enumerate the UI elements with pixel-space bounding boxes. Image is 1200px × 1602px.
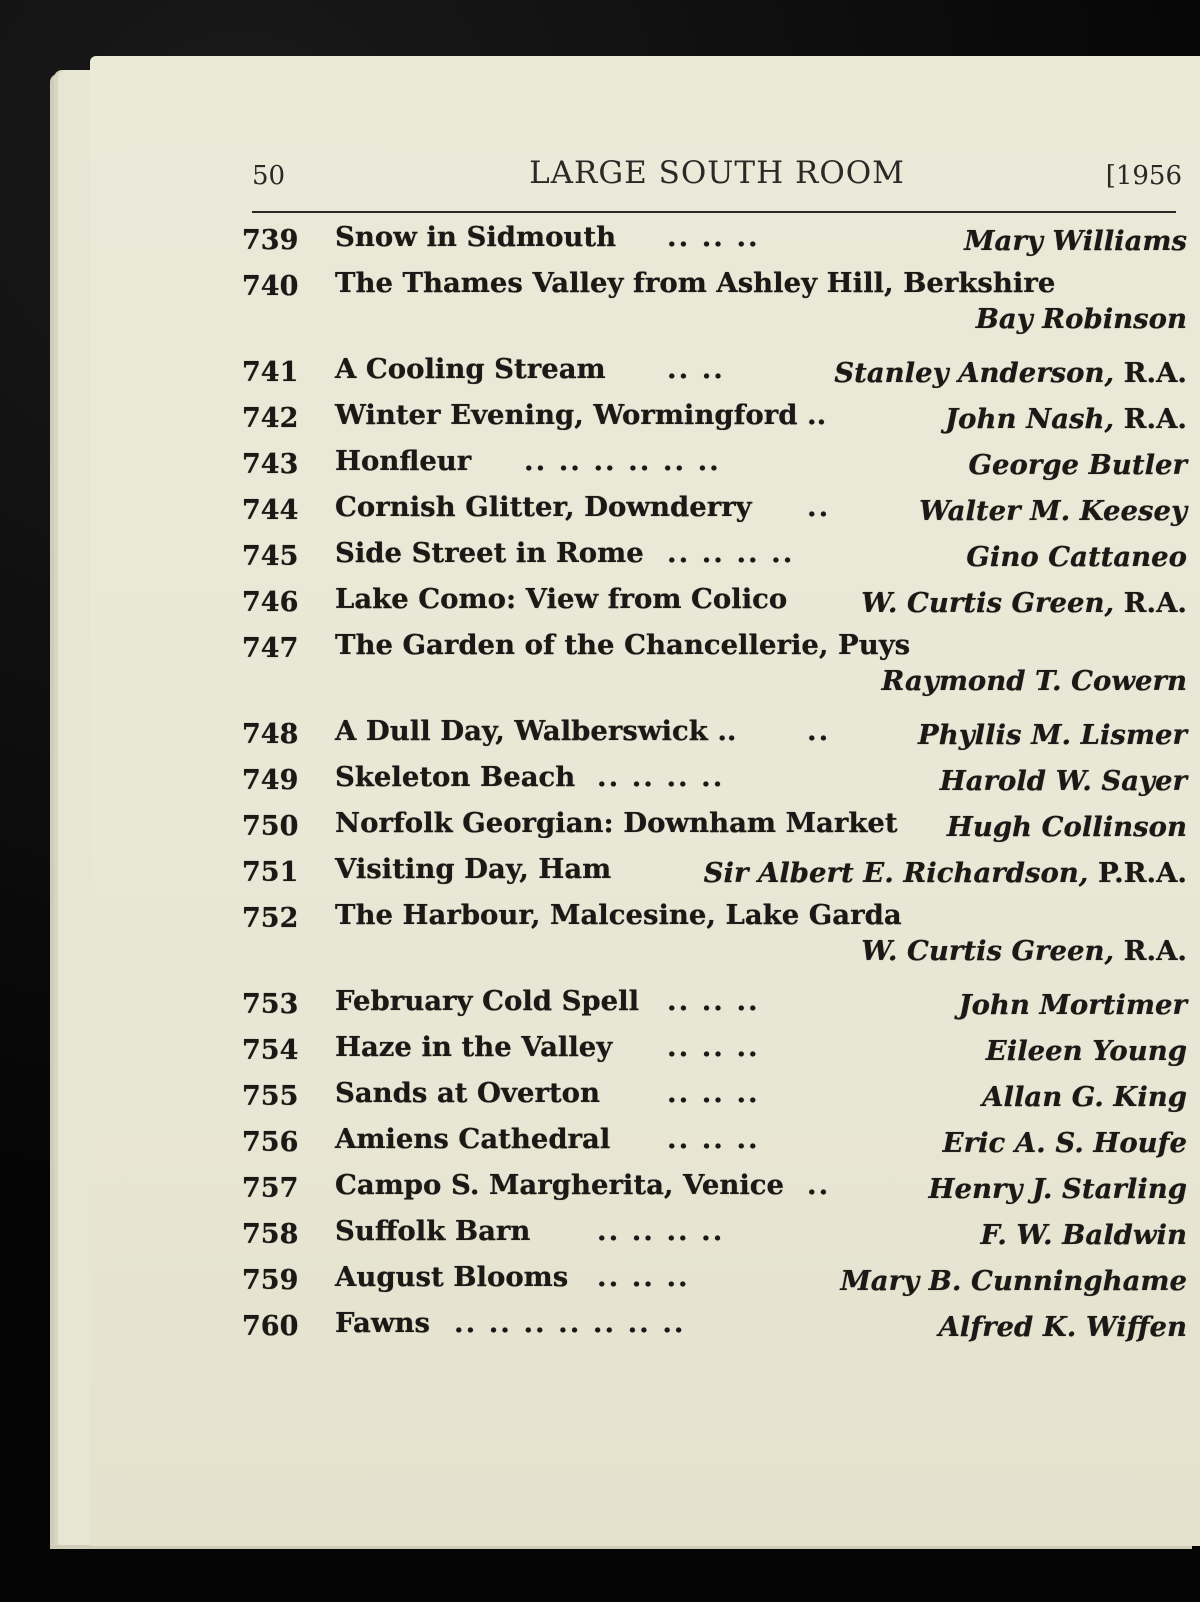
- entry-title: A Cooling Stream: [335, 353, 606, 385]
- entry-title: The Harbour, Malcesine, Lake Garda: [335, 899, 902, 931]
- entry-number: 747: [242, 633, 299, 664]
- catalogue-entry: [242, 853, 1187, 889]
- entry-artist: [919, 496, 1187, 526]
- entry-title: Snow in Sidmouth: [335, 221, 617, 253]
- entry-artist: [918, 720, 1187, 750]
- catalogue-entry: [242, 445, 1187, 481]
- entry-artist: [940, 766, 1187, 796]
- entry-number: 741: [242, 357, 299, 388]
- catalogue-entry: [242, 1169, 1187, 1205]
- entry-artist: [976, 304, 1187, 334]
- leader-dots: .. .. .. .. .. .. ..: [454, 1307, 686, 1339]
- entry-title: Visiting Day, Ham: [335, 853, 612, 885]
- entry-artist: [982, 1082, 1187, 1112]
- entry-artist: [947, 812, 1187, 842]
- catalogue-entry: [242, 1261, 1187, 1297]
- entry-title: Winter Evening, Wormingford ..: [335, 399, 827, 431]
- entry-number: 751: [242, 857, 299, 888]
- leader-dots: .. .. .. ..: [597, 1215, 725, 1247]
- artist-name: Eric A. S. Houfe: [942, 1127, 1187, 1159]
- entry-title: Haze in the Valley: [335, 1031, 613, 1063]
- leader-dots: .. .. ..: [667, 221, 760, 253]
- catalogue-entry: [242, 630, 1187, 700]
- catalogue-entry: [242, 1123, 1187, 1159]
- entry-title: The Garden of the Chancellerie, Puys: [335, 629, 911, 661]
- entry-number: 749: [242, 765, 299, 796]
- entry-number: 758: [242, 1219, 299, 1250]
- artist-name: Harold W. Sayer: [939, 765, 1187, 797]
- leader-dots: ..: [807, 491, 831, 523]
- entry-title: Fawns: [335, 1307, 430, 1339]
- catalogue-entry: [242, 900, 1187, 970]
- entry-number: 757: [242, 1173, 299, 1204]
- leader-dots: .. .. ..: [597, 1261, 690, 1293]
- catalogue-entry: [242, 583, 1187, 619]
- artist-suffix: R.A.: [1114, 587, 1187, 619]
- entry-number: 739: [242, 225, 299, 256]
- entry-artist: [980, 1220, 1187, 1250]
- artist-name: Walter M. Keesey: [919, 495, 1187, 527]
- entry-title: Campo S. Margherita, Venice: [335, 1169, 785, 1201]
- artist-name: Mary B. Cunninghame: [840, 1265, 1187, 1297]
- entry-artist: [861, 588, 1187, 618]
- artist-name: Raymond T. Cowern: [881, 665, 1187, 697]
- entry-artist: [834, 358, 1187, 388]
- entry-artist: [969, 450, 1187, 480]
- entry-number: 750: [242, 811, 299, 842]
- leader-dots: .. .. ..: [667, 985, 760, 1017]
- entry-artist: [943, 1128, 1187, 1158]
- entry-title: Cornish Glitter, Downderry: [335, 491, 752, 523]
- catalogue-entry: [242, 807, 1187, 843]
- running-header: [252, 155, 1182, 195]
- entry-title: Amiens Cathedral: [335, 1123, 611, 1155]
- entry-title: A Dull Day, Walberswick ..: [335, 715, 737, 747]
- artist-name: John Nash,: [945, 403, 1115, 435]
- entry-artist: [938, 1312, 1187, 1342]
- entry-number: 759: [242, 1265, 299, 1296]
- artist-name: Hugh Collinson: [946, 811, 1187, 843]
- artist-name: George Butler: [968, 449, 1187, 481]
- entry-artist: [928, 1174, 1187, 1204]
- catalogue-entry: [242, 399, 1187, 435]
- entry-artist: [959, 990, 1187, 1020]
- leader-dots: .. .. .. ..: [667, 537, 795, 569]
- entry-artist: [882, 666, 1187, 696]
- artist-name: Phyllis M. Lismer: [918, 719, 1187, 751]
- entry-title: Suffolk Barn: [335, 1215, 531, 1247]
- entry-artist: [986, 1036, 1187, 1066]
- entry-number: 743: [242, 449, 299, 480]
- page-number: 50: [252, 161, 286, 191]
- entry-number: 756: [242, 1127, 299, 1158]
- catalogue-entry: [242, 1077, 1187, 1113]
- entry-title: August Blooms: [335, 1261, 569, 1293]
- entry-number: 753: [242, 989, 299, 1020]
- artist-name: Mary Williams: [964, 225, 1187, 257]
- artist-name: Bay Robinson: [975, 303, 1187, 335]
- catalogue-entry: [242, 761, 1187, 797]
- entry-title: Norfolk Georgian: Downham Market: [335, 807, 898, 839]
- artist-name: Eileen Young: [985, 1035, 1187, 1067]
- catalogue-entry: [242, 715, 1187, 751]
- entry-number: 745: [242, 541, 299, 572]
- entry-title: Honfleur: [335, 445, 472, 477]
- leader-dots: .. .. ..: [667, 1031, 760, 1063]
- leader-dots: ..: [807, 1169, 831, 1201]
- entry-title: February Cold Spell: [335, 985, 640, 1017]
- entry-artist: [964, 226, 1187, 256]
- entry-number: 748: [242, 719, 299, 750]
- artist-name: John Mortimer: [958, 989, 1187, 1021]
- entry-artist: [966, 542, 1187, 572]
- entry-title: The Thames Valley from Ashley Hill, Berkshire: [335, 267, 1056, 299]
- catalogue-entry: [242, 221, 1187, 257]
- entry-artist: [704, 858, 1187, 888]
- entry-title: Lake Como: View from Colico: [335, 583, 788, 615]
- artist-suffix: P.R.A.: [1088, 857, 1187, 889]
- leader-dots: .. ..: [667, 353, 725, 385]
- entry-title: Sands at Overton: [335, 1077, 601, 1109]
- leader-dots: .. .. .. ..: [597, 761, 725, 793]
- leader-dots: .. .. .. .. .. ..: [524, 445, 721, 477]
- entry-number: 740: [242, 271, 299, 302]
- entry-number: 755: [242, 1081, 299, 1112]
- catalogue-entry: [242, 353, 1187, 389]
- catalogue-entry: [242, 491, 1187, 527]
- artist-name: Henry J. Starling: [928, 1173, 1187, 1205]
- leader-dots: ..: [807, 715, 831, 747]
- catalogue-entry: [242, 268, 1187, 338]
- artist-name: W. Curtis Green,: [861, 587, 1115, 619]
- entry-artist: [840, 1266, 1187, 1296]
- entry-number: 754: [242, 1035, 299, 1066]
- catalogue-entry: [242, 1307, 1187, 1343]
- catalogue-entry: [242, 537, 1187, 573]
- entry-number: 742: [242, 403, 299, 434]
- artist-name: W. Curtis Green,: [861, 935, 1115, 967]
- year-label: [1956: [1105, 161, 1182, 191]
- entry-title: Skeleton Beach: [335, 761, 576, 793]
- artist-name: Gino Cattaneo: [966, 541, 1187, 573]
- artist-suffix: R.A.: [1114, 935, 1187, 967]
- catalogue-entry: [242, 1031, 1187, 1067]
- artist-name: Sir Albert E. Richardson,: [703, 857, 1089, 889]
- header-rule: [252, 211, 1176, 213]
- artist-suffix: R.A.: [1114, 357, 1187, 389]
- entry-artist: [861, 936, 1187, 966]
- entry-number: 760: [242, 1311, 299, 1342]
- entry-number: 752: [242, 903, 299, 934]
- leader-dots: .. .. ..: [667, 1077, 760, 1109]
- entry-artist: [945, 404, 1187, 434]
- catalogue-entries: [242, 222, 1187, 1354]
- artist-name: Alfred K. Wiffen: [938, 1311, 1187, 1343]
- artist-suffix: R.A.: [1114, 403, 1187, 435]
- entry-number: 746: [242, 587, 299, 618]
- catalogue-entry: [242, 985, 1187, 1021]
- entry-title: Side Street in Rome: [335, 537, 644, 569]
- artist-name: Stanley Anderson,: [834, 357, 1115, 389]
- catalogue-entry: [242, 1215, 1187, 1251]
- page-title: LARGE SOUTH ROOM: [529, 155, 905, 191]
- artist-name: Allan G. King: [982, 1081, 1187, 1113]
- artist-name: F. W. Baldwin: [980, 1219, 1187, 1251]
- entry-number: 744: [242, 495, 299, 526]
- leader-dots: .. .. ..: [667, 1123, 760, 1155]
